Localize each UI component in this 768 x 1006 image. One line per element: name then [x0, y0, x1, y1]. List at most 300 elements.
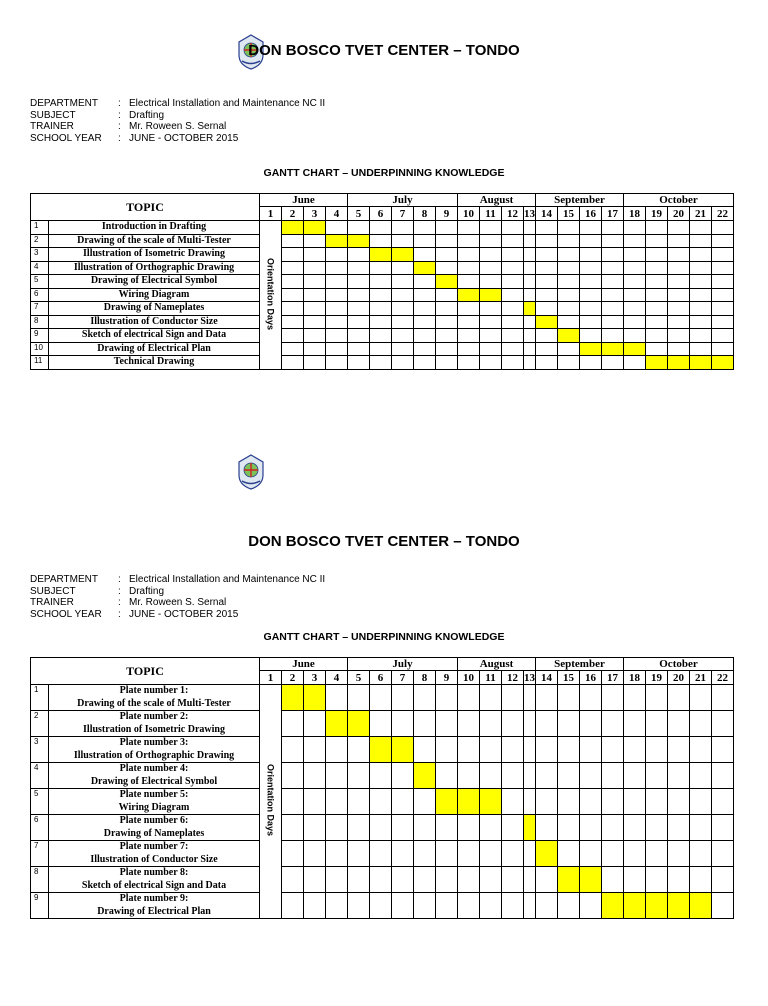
plate-label: Plate number 4: [119, 763, 189, 774]
info-value: Electrical Installation and Maintenance NC II [129, 98, 326, 109]
gantt-cell [392, 288, 414, 302]
table-row [31, 342, 734, 356]
info-colon: : [118, 608, 121, 620]
gantt-cell [458, 315, 480, 329]
info-label: SCHOOL YEAR [30, 132, 102, 144]
week-header: 13 [524, 207, 535, 220]
gantt-cell [602, 288, 624, 302]
gantt-cell [370, 315, 392, 329]
gantt-cell [580, 815, 602, 841]
gantt-cell [524, 221, 536, 235]
gantt-cell [392, 261, 414, 275]
gantt-cell [524, 737, 536, 763]
week-header: 13 [524, 671, 535, 684]
info-label: SUBJECT [30, 585, 76, 597]
table-row [31, 356, 734, 370]
gantt-cell [392, 685, 414, 711]
gantt-cell [536, 275, 558, 289]
orientation-days-label: Orientation Days [265, 764, 276, 837]
gantt-cell [558, 841, 580, 867]
topic-cell [49, 737, 260, 763]
gantt-cell [668, 234, 690, 248]
gantt-cell [348, 342, 370, 356]
gantt-bar-cell [392, 248, 414, 262]
gantt-cell [580, 315, 602, 329]
row-number: 6 [31, 815, 49, 841]
topic-label: Illustration of Isometric Drawing [83, 723, 225, 735]
month-header: October [624, 194, 734, 207]
gantt-cell [646, 248, 668, 262]
gantt-cell [536, 261, 558, 275]
gantt-cell [690, 789, 712, 815]
gantt-cell [304, 329, 326, 343]
gantt-cell [326, 867, 348, 893]
gantt-bar-cell [668, 893, 690, 919]
gantt-cell [712, 737, 734, 763]
topic-header: TOPIC [31, 194, 260, 221]
gantt-bar-cell [668, 356, 690, 370]
gantt-cell [524, 711, 536, 737]
gantt-cell [348, 841, 370, 867]
gantt-cell [624, 789, 646, 815]
week-header: 9 [436, 207, 458, 221]
week-header: 8 [414, 671, 436, 685]
gantt-cell [558, 815, 580, 841]
gantt-subtitle: GANTT CHART – UNDERPINNING KNOWLEDGE [263, 631, 505, 643]
week-header: 14 [536, 671, 558, 685]
gantt-cell [502, 275, 524, 289]
gantt-cell [646, 234, 668, 248]
gantt-cell [690, 302, 712, 316]
gantt-cell [502, 302, 524, 316]
gantt-cell [392, 234, 414, 248]
gantt-cell [580, 329, 602, 343]
gantt-cell [624, 302, 646, 316]
week-header: 7 [392, 671, 414, 685]
gantt-cell [646, 275, 668, 289]
gantt-cell [712, 789, 734, 815]
gantt-bar-cell [326, 711, 348, 737]
info-colon: : [118, 585, 121, 597]
topic-label: Wiring Diagram [118, 801, 190, 813]
gantt-cell [690, 248, 712, 262]
month-header: July [348, 194, 458, 207]
gantt-cell [502, 329, 524, 343]
topic-cell [49, 711, 260, 737]
topic-cell: Drawing of Electrical Plan [49, 342, 260, 356]
gantt-cell [480, 763, 502, 789]
gantt-cell [602, 261, 624, 275]
gantt-cell [392, 342, 414, 356]
gantt-bar-cell [646, 893, 668, 919]
gantt-cell [370, 711, 392, 737]
gantt-cell [370, 893, 392, 919]
orientation-days-cell [260, 221, 282, 370]
gantt-cell [690, 275, 712, 289]
gantt-bar-cell [690, 893, 712, 919]
gantt-cell [502, 841, 524, 867]
topic-cell: Illustration of Orthographic Drawing [49, 261, 260, 275]
plate-label: Plate number 1: [119, 685, 189, 696]
gantt-cell [668, 342, 690, 356]
gantt-cell [436, 234, 458, 248]
row-number: 8 [31, 867, 49, 893]
gantt-cell [348, 221, 370, 235]
gantt-bar-cell [602, 342, 624, 356]
gantt-cell [458, 275, 480, 289]
gantt-cell [414, 315, 436, 329]
gantt-cell [558, 248, 580, 262]
gantt-cell [326, 841, 348, 867]
gantt-cell [580, 261, 602, 275]
gantt-cell [436, 221, 458, 235]
gantt-cell [304, 261, 326, 275]
gantt-subtitle: GANTT CHART – UNDERPINNING KNOWLEDGE [263, 167, 505, 179]
gantt-cell [536, 356, 558, 370]
table-row [31, 711, 734, 737]
gantt-cell [502, 221, 524, 235]
gantt-cell [282, 342, 304, 356]
gantt-cell [304, 867, 326, 893]
gantt-cell [624, 685, 646, 711]
gantt-cell [558, 221, 580, 235]
gantt-cell [668, 685, 690, 711]
gantt-cell [414, 815, 436, 841]
gantt-cell [458, 815, 480, 841]
gantt-cell [480, 234, 502, 248]
table-row [31, 315, 734, 329]
gantt-bar-cell [436, 789, 458, 815]
gantt-bar-cell [480, 288, 502, 302]
plate-label: Plate number 5: [119, 789, 189, 800]
gantt-cell [304, 275, 326, 289]
topic-cell [49, 789, 260, 815]
table-row [31, 789, 734, 815]
gantt-cell [480, 261, 502, 275]
gantt-cell [304, 342, 326, 356]
gantt-cell [414, 302, 436, 316]
gantt-cell [580, 763, 602, 789]
gantt-cell [580, 711, 602, 737]
gantt-cell [712, 248, 734, 262]
gantt-cell [414, 711, 436, 737]
gantt-cell [392, 789, 414, 815]
gantt-cell [712, 815, 734, 841]
gantt-cell [624, 711, 646, 737]
gantt-cell [348, 302, 370, 316]
row-number: 2 [31, 234, 49, 248]
gantt-cell [458, 737, 480, 763]
gantt-cell [282, 867, 304, 893]
row-number: 8 [31, 315, 49, 329]
gantt-cell [712, 302, 734, 316]
week-header: 20 [668, 671, 690, 685]
week-header: 3 [304, 671, 326, 685]
gantt-cell [392, 893, 414, 919]
gantt-cell [646, 685, 668, 711]
topic-cell: Introduction in Drafting [49, 221, 260, 235]
gantt-cell [458, 867, 480, 893]
gantt-cell [282, 288, 304, 302]
gantt-cell [282, 302, 304, 316]
gantt-cell [458, 248, 480, 262]
gantt-cell [326, 815, 348, 841]
gantt-cell [348, 685, 370, 711]
gantt-cell [348, 261, 370, 275]
table-row [31, 302, 734, 316]
gantt-cell [624, 221, 646, 235]
week-header: 17 [602, 207, 624, 221]
gantt-bar-cell [646, 356, 668, 370]
gantt-cell [436, 329, 458, 343]
gantt-cell [282, 711, 304, 737]
topic-label: Drawing of Electrical Plan [97, 905, 211, 917]
gantt-cell [304, 234, 326, 248]
info-value: JUNE - OCTOBER 2015 [129, 608, 239, 620]
gantt-cell [624, 329, 646, 343]
table-row [31, 893, 734, 919]
gantt-bar-cell [436, 275, 458, 289]
gantt-cell [436, 763, 458, 789]
gantt-cell [458, 685, 480, 711]
gantt-cell [524, 261, 536, 275]
gantt-cell [326, 329, 348, 343]
row-number: 10 [31, 342, 49, 356]
gantt-bar-cell [690, 356, 712, 370]
table-row [31, 867, 734, 893]
month-header: July [348, 658, 458, 671]
gantt-cell [304, 356, 326, 370]
info-block [30, 98, 325, 144]
gantt-cell [602, 248, 624, 262]
gantt-cell [370, 342, 392, 356]
gantt-cell [668, 711, 690, 737]
gantt-cell [536, 763, 558, 789]
gantt-bar-cell [558, 867, 580, 893]
gantt-cell [624, 737, 646, 763]
row-number: 9 [31, 893, 49, 919]
row-number: 11 [31, 356, 49, 370]
gantt-cell [282, 789, 304, 815]
gantt-cell [524, 248, 536, 262]
gantt-cell [602, 867, 624, 893]
gantt-bar-cell [304, 685, 326, 711]
week-header: 17 [602, 671, 624, 685]
gantt-cell [624, 867, 646, 893]
gantt-cell [524, 288, 536, 302]
gantt-bar-cell [414, 261, 436, 275]
gantt-table-1 [30, 193, 734, 370]
gantt-cell [536, 248, 558, 262]
gantt-cell [668, 288, 690, 302]
gantt-cell [536, 711, 558, 737]
gantt-cell [348, 275, 370, 289]
info-value: Electrical Installation and Maintenance NC II [129, 574, 326, 585]
topic-label: Drawing of Electrical Symbol [90, 775, 218, 787]
table-row [31, 737, 734, 763]
topic-cell [49, 815, 260, 841]
gantt-cell [558, 711, 580, 737]
gantt-cell [436, 302, 458, 316]
gantt-cell [580, 841, 602, 867]
gantt-bar-cell [282, 221, 304, 235]
gantt-cell [646, 261, 668, 275]
gantt-cell [436, 815, 458, 841]
gantt-cell [392, 841, 414, 867]
topic-cell: Technical Drawing [49, 356, 260, 370]
gantt-cell [502, 356, 524, 370]
gantt-cell [646, 315, 668, 329]
gantt-cell [326, 789, 348, 815]
gantt-cell [502, 737, 524, 763]
gantt-cell [480, 685, 502, 711]
row-number: 2 [31, 711, 49, 737]
gantt-cell [712, 342, 734, 356]
info-colon: : [118, 121, 121, 132]
gantt-cell [370, 841, 392, 867]
table-row [31, 234, 734, 248]
gantt-cell [370, 789, 392, 815]
table-row [31, 261, 734, 275]
gantt-cell [502, 342, 524, 356]
info-label: SUBJECT [30, 109, 76, 121]
gantt-cell [458, 221, 480, 235]
gantt-cell [624, 315, 646, 329]
gantt-cell [348, 737, 370, 763]
gantt-cell [458, 342, 480, 356]
plate-label: Plate number 2: [119, 711, 189, 722]
gantt-cell [536, 867, 558, 893]
month-header: September [536, 658, 624, 671]
topic-cell: Wiring Diagram [49, 288, 260, 302]
gantt-cell [370, 261, 392, 275]
month-header: June [260, 658, 348, 671]
gantt-cell [480, 275, 502, 289]
gantt-cell [480, 329, 502, 343]
gantt-cell [480, 815, 502, 841]
gantt-cell [480, 221, 502, 235]
gantt-cell [536, 234, 558, 248]
gantt-cell [348, 763, 370, 789]
row-number: 4 [31, 763, 49, 789]
info-value: Drafting [129, 109, 165, 121]
gantt-bar-cell [536, 315, 558, 329]
table-row [31, 288, 734, 302]
gantt-cell [436, 685, 458, 711]
gantt-cell [690, 763, 712, 789]
gantt-cell [502, 711, 524, 737]
gantt-cell [712, 288, 734, 302]
topic-cell [49, 685, 260, 711]
gantt-cell [414, 329, 436, 343]
gantt-cell [668, 763, 690, 789]
week-header: 5 [348, 671, 370, 685]
gantt-cell [392, 275, 414, 289]
gantt-cell [524, 356, 536, 370]
gantt-cell [690, 221, 712, 235]
gantt-cell [558, 893, 580, 919]
gantt-cell [712, 329, 734, 343]
gantt-cell [580, 248, 602, 262]
table-row [31, 685, 734, 711]
week-header: 1 [260, 207, 282, 221]
gantt-cell [668, 841, 690, 867]
topic-cell: Drawing of the scale of Multi-Tester [49, 234, 260, 248]
gantt-cell [602, 685, 624, 711]
gantt-cell [480, 248, 502, 262]
gantt-cell [712, 867, 734, 893]
gantt-cell [690, 261, 712, 275]
gantt-cell [304, 763, 326, 789]
gantt-cell [436, 288, 458, 302]
gantt-cell [668, 221, 690, 235]
gantt-cell [414, 288, 436, 302]
gantt-cell [414, 867, 436, 893]
gantt-cell [348, 288, 370, 302]
gantt-cell [348, 867, 370, 893]
gantt-cell [602, 711, 624, 737]
gantt-cell [602, 329, 624, 343]
gantt-cell [602, 763, 624, 789]
topic-label: Illustration of Conductor Size [90, 853, 218, 865]
gantt-cell [646, 815, 668, 841]
gantt-cell [524, 275, 536, 289]
gantt-cell [370, 302, 392, 316]
gantt-cell [458, 234, 480, 248]
gantt-cell [414, 275, 436, 289]
gantt-cell [282, 737, 304, 763]
gantt-cell [414, 248, 436, 262]
info-value: Mr. Roween S. Sernal [129, 121, 227, 132]
gantt-cell [712, 763, 734, 789]
gantt-cell [624, 356, 646, 370]
week-header: 2 [282, 671, 304, 685]
gantt-cell [558, 315, 580, 329]
gantt-cell [690, 841, 712, 867]
gantt-cell [304, 737, 326, 763]
gantt-bar-cell [480, 789, 502, 815]
topic-cell: Sketch of electrical Sign and Data [49, 329, 260, 343]
gantt-cell [436, 711, 458, 737]
topic-label: Illustration of Orthographic Drawing [73, 749, 235, 761]
gantt-cell [602, 234, 624, 248]
week-header: 10 [458, 671, 480, 685]
row-number: 4 [31, 261, 49, 275]
row-number: 9 [31, 329, 49, 343]
gantt-cell [502, 867, 524, 893]
gantt-cell [436, 893, 458, 919]
row-number: 5 [31, 275, 49, 289]
gantt-cell [580, 685, 602, 711]
gantt-cell [282, 248, 304, 262]
week-header: 18 [624, 671, 646, 685]
gantt-cell [326, 763, 348, 789]
gantt-cell [326, 302, 348, 316]
gantt-cell [524, 315, 536, 329]
gantt-cell [480, 737, 502, 763]
gantt-cell [602, 302, 624, 316]
gantt-cell [282, 841, 304, 867]
gantt-cell [282, 329, 304, 343]
gantt-cell [458, 261, 480, 275]
week-header: 21 [690, 207, 712, 221]
gantt-cell [370, 329, 392, 343]
info-value: Mr. Roween S. Sernal [129, 597, 227, 608]
gantt-cell [458, 711, 480, 737]
gantt-bar-cell [602, 893, 624, 919]
gantt-cell [282, 763, 304, 789]
gantt-cell [558, 288, 580, 302]
